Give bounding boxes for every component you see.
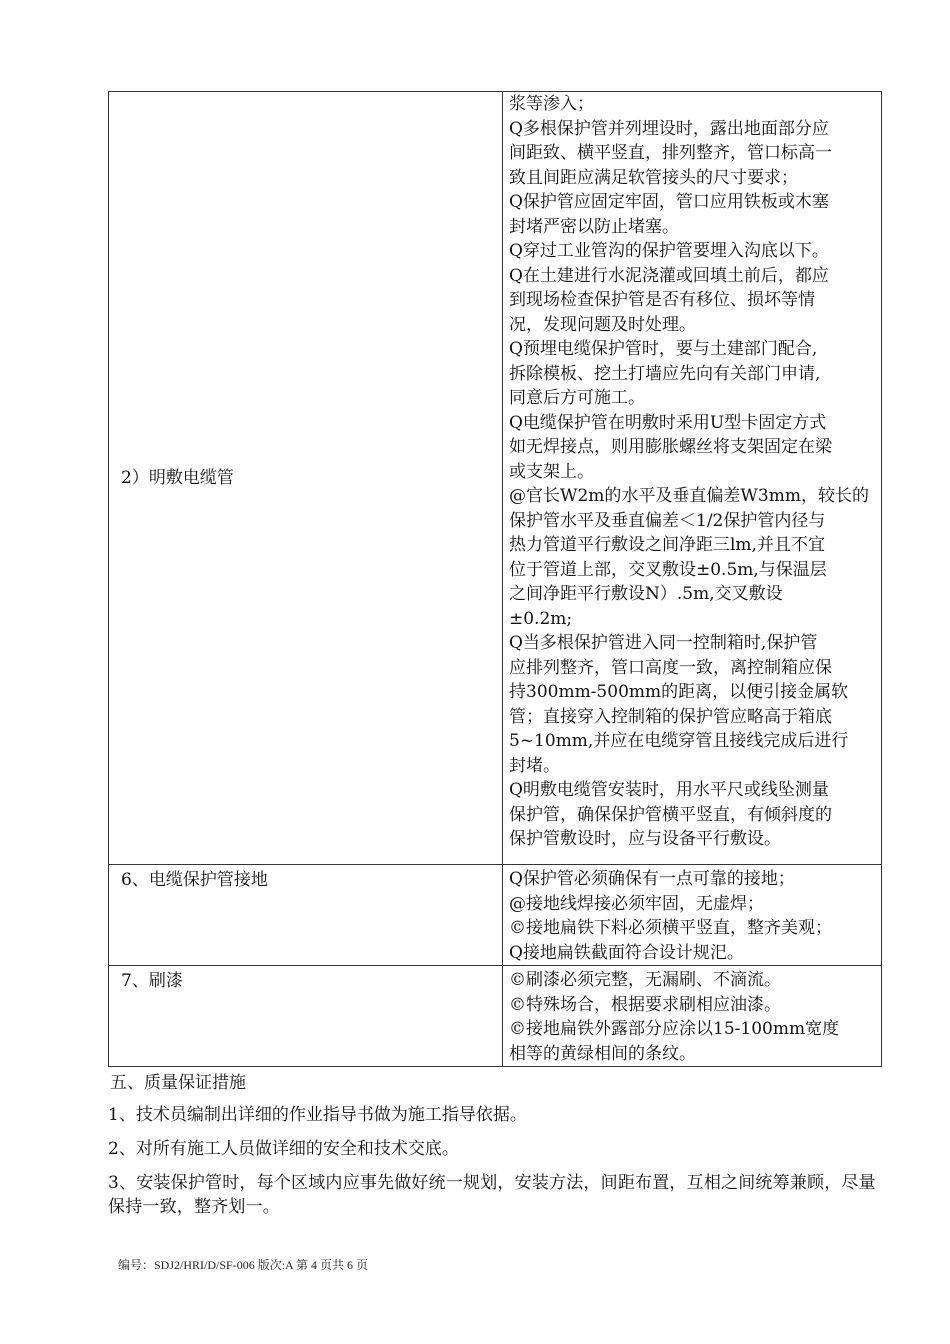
content-line: 管；直接穿入控制箱的保护管应略高于箱底 — [509, 706, 832, 727]
content-line: Q电缆保护管在明敷时釆用U型卡固定方式 — [509, 412, 827, 433]
content-line: Q多根保护管并列埋设时，露出地面部分应 — [509, 118, 829, 139]
content-line: ©接地扁铁下料必须横平竖直，整齐美观； — [509, 918, 832, 938]
content-line: 封堵。 — [509, 755, 560, 776]
content-line: 间距致、横平竖直，排列整齐，管口标高一 — [509, 143, 832, 163]
row-label-cell — [109, 966, 503, 1067]
table-row-jiedi — [109, 865, 882, 966]
content-line: Q接地扁铁截面符合设计规汜。 — [509, 942, 744, 963]
content-line: @接地线焊接必须牢固，无虚焊； — [509, 893, 764, 914]
row-label: 2）明敷电缆管 — [121, 467, 234, 488]
content-line: 热力管道平行敷设之间净距三lm,并且不宜 — [509, 535, 825, 555]
spec-table — [108, 91, 882, 1067]
content-line: 相等的黄绿相间的条纹。 — [509, 1043, 696, 1064]
table-row-mingfu — [109, 92, 882, 865]
content-line: ©特殊场合，根据要求刷相应油漆。 — [509, 994, 781, 1015]
content-line: 5~10mm,并应在电缆穿管且接线完成后进行 — [509, 731, 849, 751]
content-line: ±0.2m; — [509, 608, 573, 629]
content-line: 况，发现问题及时处理。 — [509, 314, 696, 335]
content-line: @官长W2m的水平及垂直偏差W3mm，较长的 — [509, 486, 869, 506]
row-label-cell — [109, 865, 503, 966]
row-content-cell — [503, 966, 882, 1067]
content-line: 到现场检查保护管是否有移位、损坏等情 — [509, 290, 815, 310]
row-label-cell — [109, 92, 503, 865]
content-line: Q预埋电缆保护管时，要与土建部门配合, — [509, 339, 818, 359]
content-line: Q穿过工业管沟的保护管要埋入沟底以下。 — [509, 241, 829, 261]
content-line: 如无焊接点，则用膨胀螺丝将支架固定在梁 — [509, 437, 832, 457]
content-line: Q明敷电缆管安装时，用水平尺或线坠测量 — [509, 780, 829, 800]
content-line: Q在土建进行水泥浇灌或回填土前后，都应 — [509, 265, 829, 286]
section-item-2: 2、对所有施工人员做详细的安全和技术交底。 — [108, 1139, 459, 1159]
content-line: 浆等渗入； — [509, 94, 594, 114]
content-line: 封堵严密以防止堵塞。 — [509, 216, 679, 237]
content-line: 同意后方可施工。 — [509, 388, 645, 408]
content-line: 致且间距应满足软管接头的尺寸要求； — [509, 167, 798, 188]
row-label: 7、刷漆 — [121, 971, 183, 991]
content-line: 保护管，确保保护管横平竖直，有倾斜度的 — [509, 804, 832, 825]
content-line: 保护管水平及垂直偏差＜1/2保护管内径与 — [509, 510, 826, 531]
row-content-cell — [503, 865, 882, 966]
section-title: 五、质量保证措施 — [110, 1073, 246, 1093]
section-item-3: 3、安装保护管时，每个区域内应事先做好统一规划，安装方法，间距布置，互相之间统筹兼顾，尽量保持一致，整齐划一。 — [108, 1173, 876, 1217]
content-line: 保护管敷设时，应与设备平行敷设。 — [509, 829, 781, 849]
content-line: ©接地扁铁外露部分应涂以15-100mm宽度 — [509, 1019, 840, 1039]
content-line: Q当多根保护管进入同一控制箱时,保护管 — [509, 633, 818, 653]
row-label: 6、电缆保护管接地 — [121, 870, 268, 890]
quality-section — [108, 1071, 878, 1219]
content-line: 位于管道上部，交叉敷设±0.5m,与保温层 — [509, 559, 827, 580]
content-line: Q保护管必须确保有一点可靠的接地； — [509, 869, 795, 889]
content-line: 持300mm-500mm的距离，以便引接金属软 — [509, 682, 849, 702]
content-line: 拆除模板、挖土打墙应先向有关部门申请, — [509, 363, 821, 384]
table-row-shuaqi — [109, 966, 882, 1067]
content-line: 之间净距平行敷设N）.5m,交叉敷设 — [509, 584, 783, 604]
content-line: 应排列整齐，管口高度一致，离控制箱应保 — [509, 657, 832, 678]
content-line: ©刷漆必须完整，无漏刷、不滴流。 — [509, 970, 781, 990]
page-footer: 编号：SDJ2/HRI/D/SF-006 版次:A 第 4 页共 6 页 — [118, 1258, 369, 1272]
content-line: Q保护管应固定牢固，管口应用铁板或木塞 — [509, 192, 829, 212]
row-content-cell — [503, 92, 882, 865]
section-item-1: 1、技术员编制出详细的作业指导书做为施工指导依据。 — [108, 1105, 527, 1125]
content-line: 或支架上。 — [509, 461, 594, 482]
